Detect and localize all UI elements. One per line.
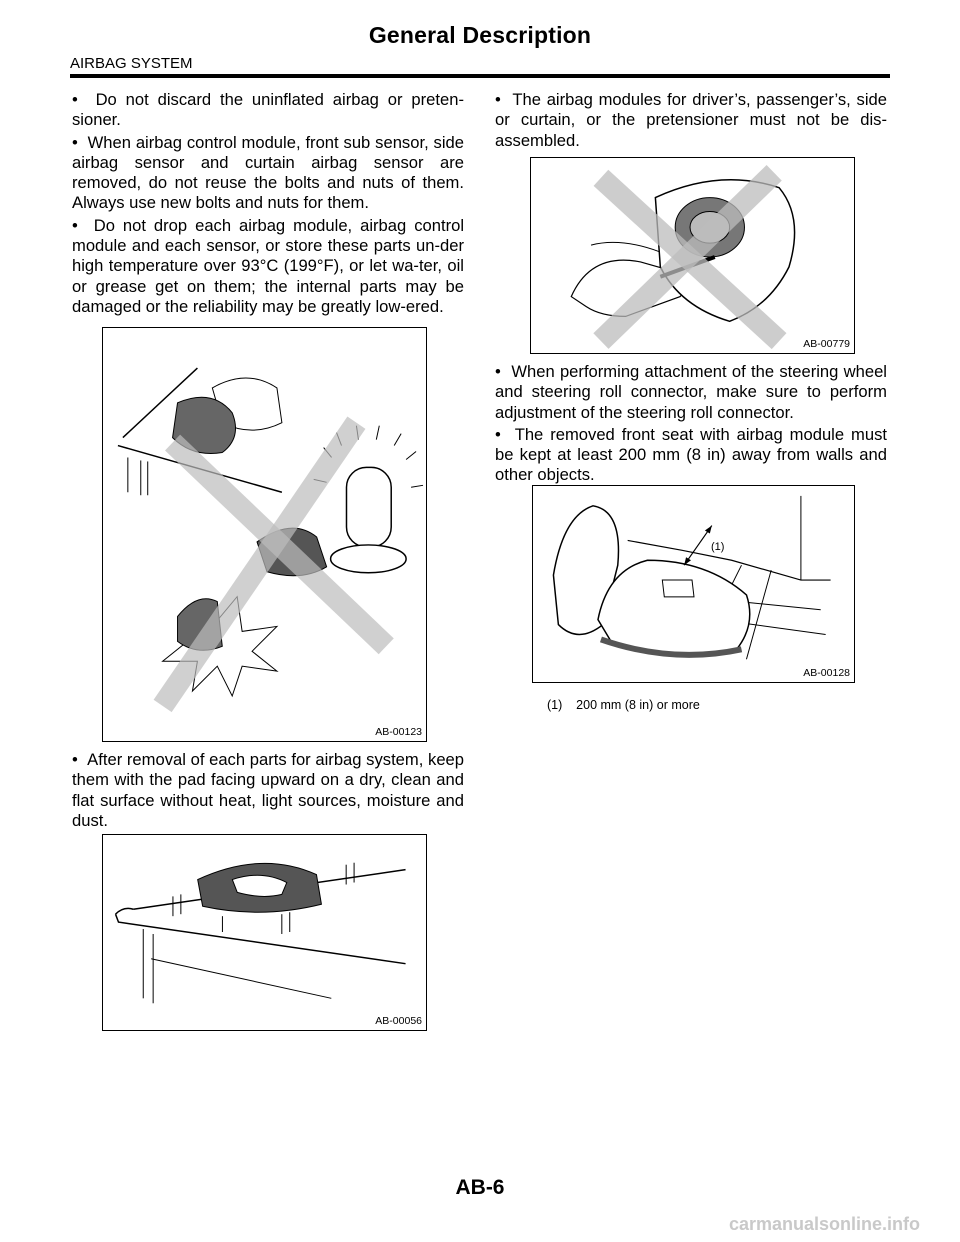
figure-code: AB-00128 xyxy=(803,667,850,679)
dimension-callout: (1) xyxy=(711,541,725,553)
watermark: carmanualsonline.info xyxy=(728,1214,920,1234)
figure-code: AB-00056 xyxy=(375,1015,422,1027)
left-column xyxy=(72,90,464,319)
right-column-lower xyxy=(495,362,887,488)
bullet-item: • The removed front seat with airbag module must be kept at least 200 mm (8 in) away from walls and other objects. xyxy=(495,425,887,486)
figure-storage xyxy=(102,834,427,1031)
page-title: General Description xyxy=(368,22,592,48)
page-number: AB-6 xyxy=(455,1176,505,1199)
left-column-lower xyxy=(72,750,464,833)
figure-disassembly-prohibited xyxy=(530,157,855,354)
storage-illustration xyxy=(103,835,426,1030)
figure-seat-clearance xyxy=(532,485,855,683)
header-rule xyxy=(70,74,890,78)
figure-code: AB-00779 xyxy=(803,338,850,350)
bullet-item: • The airbag modules for driver’s, passenger’s, side or curtain, or the pretensioner must not be dis-assembled. xyxy=(495,90,887,151)
figure-code: AB-00123 xyxy=(375,726,422,738)
bullet-item: • After removal of each parts for airbag system, keep them with the pad facing upward on a dry, clean and flat surface without heat, light sources, moisture and dust. xyxy=(72,750,464,831)
bullet-item: • Do not drop each airbag module, airbag control module and each sensor, or store these parts un-der high temperature over 93°C (199°F), or let wa-ter, oil or grease get on them; the internal parts may be damaged or the reliability may be greatly low-ered. xyxy=(72,216,464,317)
seat-clearance-illustration xyxy=(533,486,854,682)
right-column xyxy=(495,90,887,153)
handling-prohibited-illustration xyxy=(103,328,426,741)
figure-handling-prohibited xyxy=(102,327,427,742)
bullet-item: • Do not discard the uninflated airbag or preten-sioner. xyxy=(72,90,464,131)
figure-caption: (1) 200 mm (8 in) or more xyxy=(547,698,700,712)
disassembly-prohibited-illustration xyxy=(531,158,854,353)
section-label: AIRBAG SYSTEM xyxy=(70,55,193,72)
bullet-item: • When airbag control module, front sub sensor, side airbag sensor and curtain airbag sensor are removed, do not reuse the bolts and nuts of them. Always use new bolts and nuts for them. xyxy=(72,133,464,214)
bullet-item: • When performing attachment of the steering wheel and steering roll connector, make sure to perform adjustment of the steering roll connector. xyxy=(495,362,887,423)
